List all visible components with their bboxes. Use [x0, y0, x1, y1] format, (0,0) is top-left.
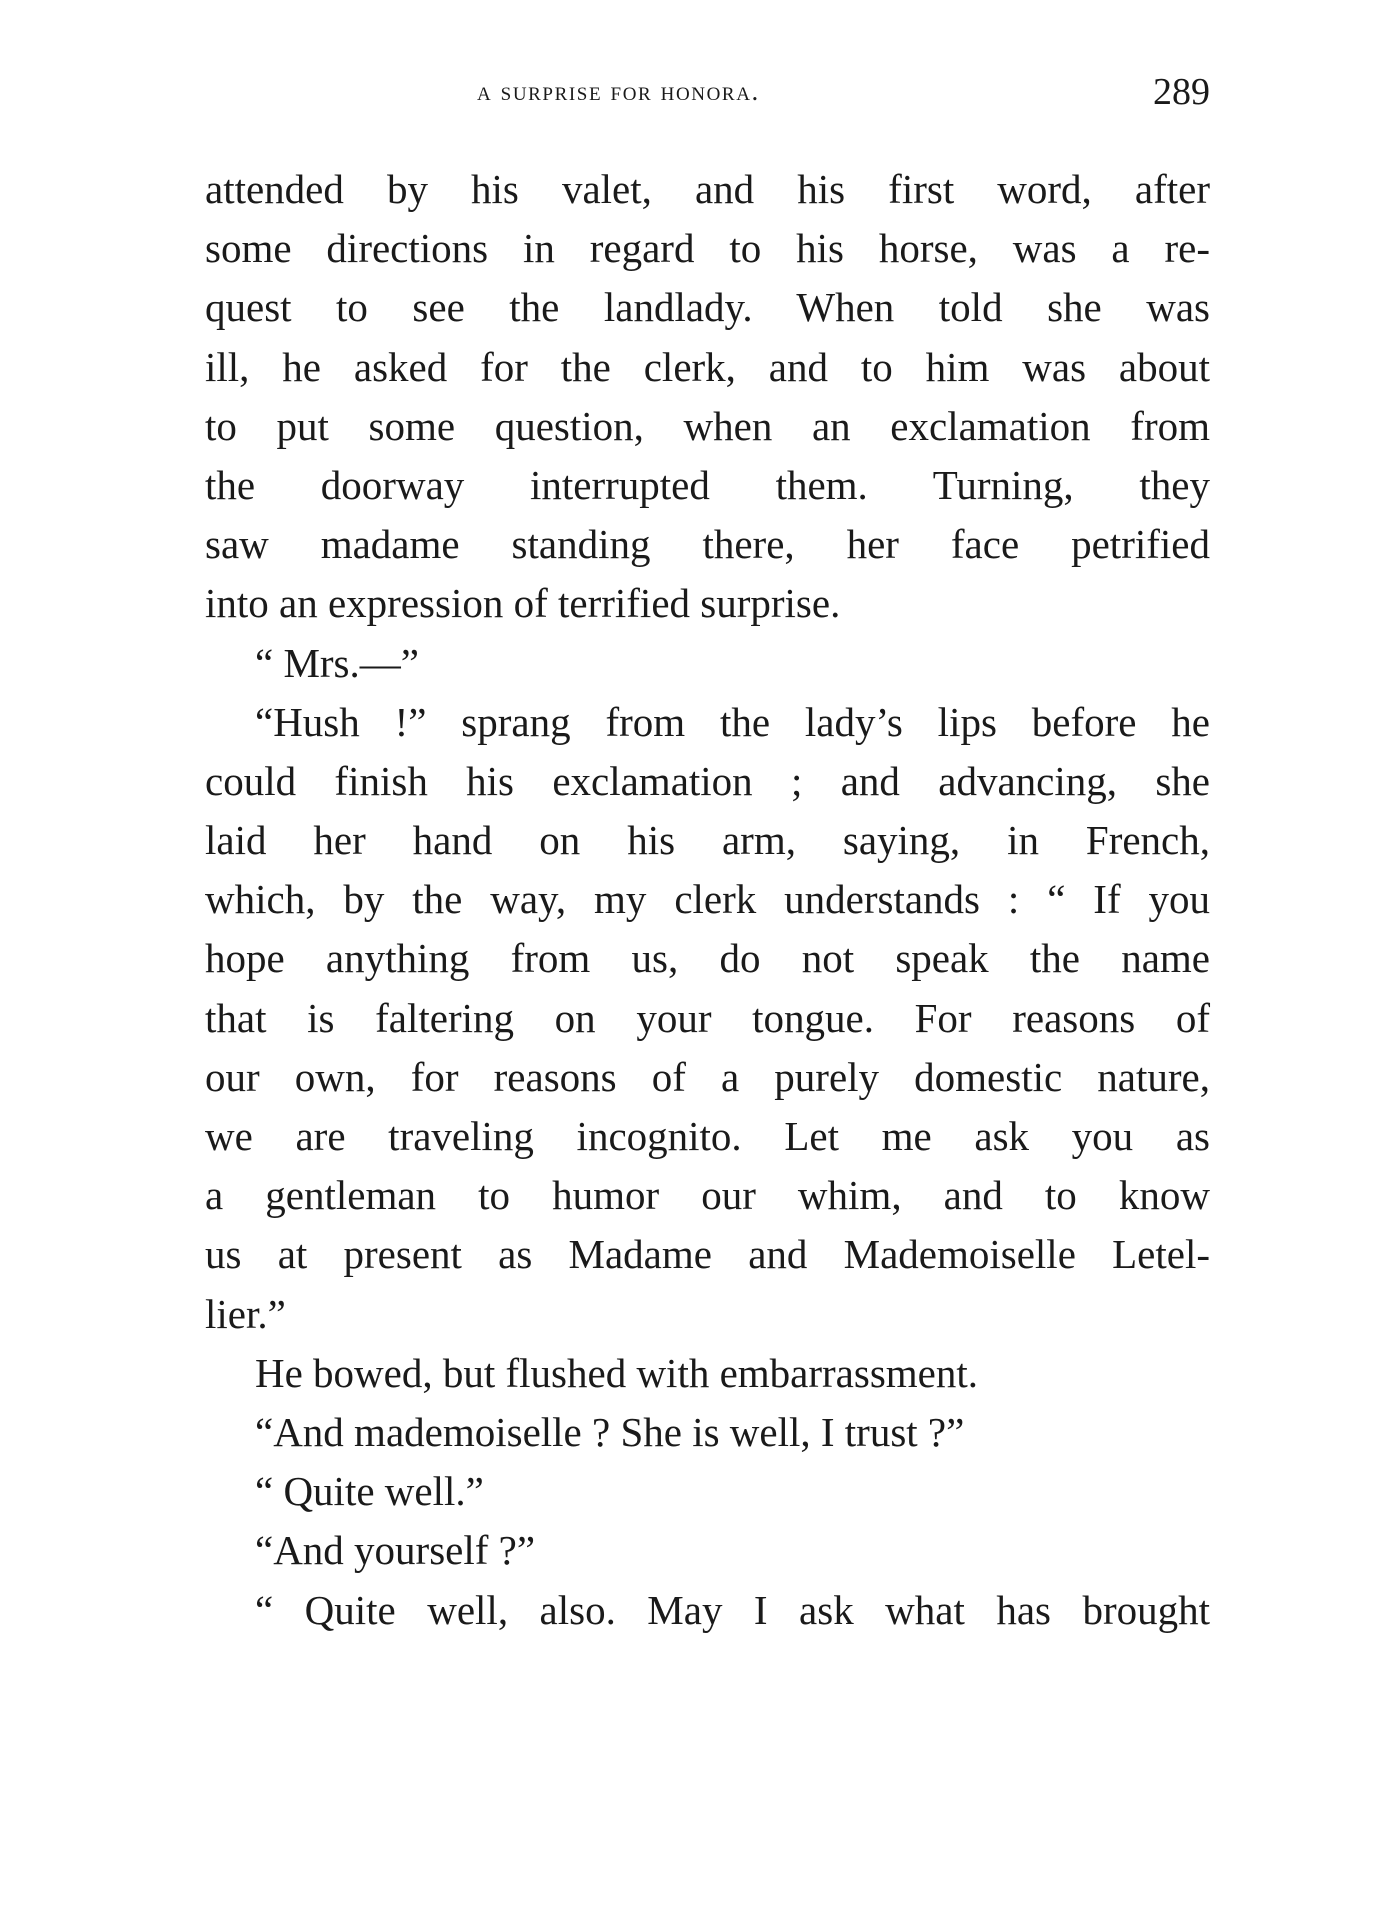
text-line: attended by his valet, and his first word, after [205, 166, 1210, 212]
text-line: that is faltering on your tongue. For reasons of [205, 994, 1210, 1041]
text-line: “ Mrs.—” [255, 639, 419, 686]
text-line: “ Quite well.” [255, 1468, 484, 1515]
text-line: saw madame standing there, her face petrified [205, 521, 1210, 568]
text-line: we are traveling incognito. Let me ask you as [205, 1113, 1210, 1159]
text-line: quest to see the landlady. When told she was [205, 284, 1210, 331]
text-line: a gentleman to humor our whim, and to know [205, 1172, 1210, 1219]
running-title: a surprise for honora. [477, 76, 760, 106]
text-line: “And yourself ?” [255, 1527, 536, 1574]
text-line: hope anything from us, do not speak the name [205, 935, 1210, 982]
text-line: lier.” [205, 1290, 286, 1337]
text-line: could finish his exclamation ; and advancing, she [205, 757, 1210, 804]
text-line: “Hush !” sprang from the lady’s lips before he [255, 698, 1210, 745]
text-line: our own, for reasons of a purely domestic nature, [205, 1053, 1210, 1100]
text-line: some directions in regard to his horse, was a re- [205, 225, 1210, 272]
running-head [205, 68, 1210, 128]
text-line: ill, he asked for the clerk, and to him was about [205, 343, 1210, 390]
text-line: to put some question, when an exclamation from [205, 402, 1210, 449]
page-number: 289 [1153, 71, 1210, 113]
body-text [205, 160, 1210, 1640]
text-line: into an expression of terrified surprise. [205, 580, 841, 627]
text-line: “And mademoiselle ? She is well, I trust ?” [255, 1408, 965, 1455]
text-line: laid her hand on his arm, saying, in French, [205, 817, 1210, 864]
text-line: He bowed, but flushed with embarrassment. [255, 1349, 979, 1396]
text-line: which, by the way, my clerk understands : “ If you [205, 876, 1210, 923]
text-line: us at present as Madame and Mademoiselle Letel- [205, 1231, 1210, 1278]
text-line: the doorway interrupted them. Turning, they [205, 461, 1210, 508]
text-line: “ Quite well, also. May I ask what has brought [255, 1586, 1210, 1633]
